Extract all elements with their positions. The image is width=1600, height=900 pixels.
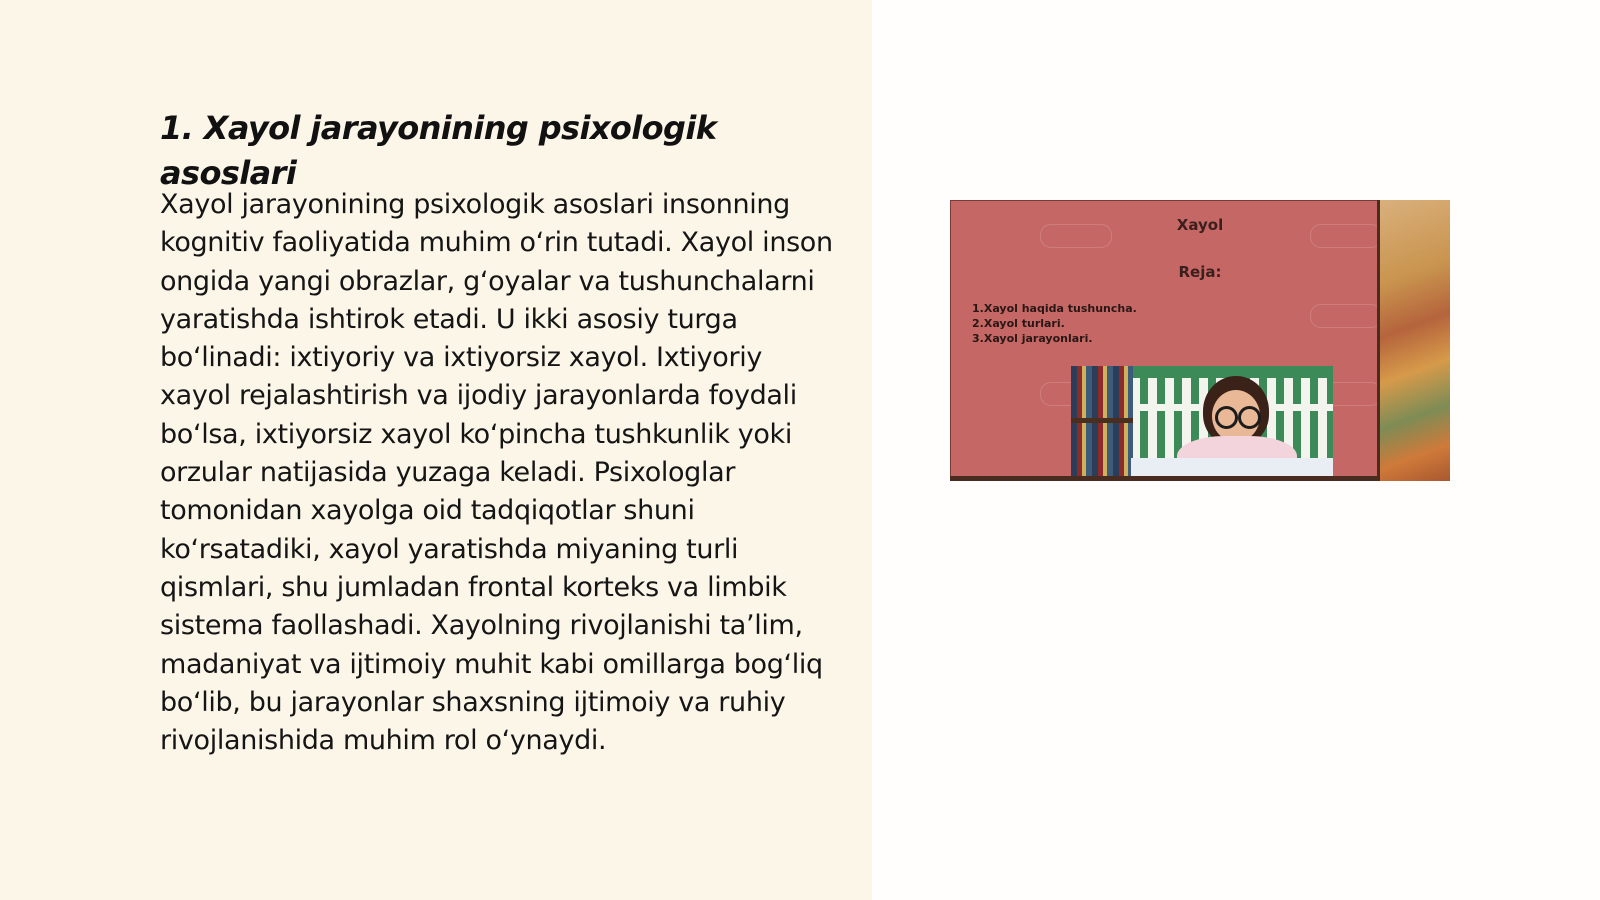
slide-body-text: Xayol jarayonining psixologik asoslari insonning kognitiv faoliyatida muhim oʻrin tutadi. Xayol inson ongida yangi obrazlar, gʻoyalar va tushunchalarni yaratishda ishtirok etadi. U ikki asosiy turga boʻlinadi: ixtiyoriy va ixtiyorsiz xayol. Ixtiyoriy xayol rejalashtirish va ijodiy jarayonlarda foydali boʻlsa, ixtiyorsiz xayol koʻpincha tushkunlik yoki orzular natijasida yuzaga keladi. Psixologlar tomonidan xayolga oid tadqiqotlar shuni koʻrsatadiki, xayol yaratishda miyaning turli qismlari, shu jumladan frontal korteks va limbik sistema faollashadi. Xayolning rivojlanishi taʼlim, madaniyat va ijtimoiy muhit kabi omillarga bogʻliq boʻlib, bu jarayonlar shaxsning ijtimoiy va ruhiy rivojlanishida muhim rol oʻynaydi. bbox=[160, 189, 833, 757]
slide-illustration bbox=[950, 200, 1450, 481]
illustration-list bbox=[972, 301, 1137, 346]
illustration-list-item: 3.Xayol jarayonlari. bbox=[972, 332, 1093, 345]
illustration-heading: Xayol bbox=[1176, 216, 1224, 234]
illustration-list-item: 1.Xayol haqida tushuncha. bbox=[972, 302, 1137, 315]
glasses-icon bbox=[1238, 406, 1261, 429]
glasses-icon bbox=[1215, 406, 1238, 429]
girl-studying-photo bbox=[1071, 366, 1333, 478]
paper-picture bbox=[1131, 458, 1333, 478]
illustration-subheading: Reja: bbox=[1178, 263, 1222, 281]
slide-title: 1. Xayol jarayonining psixologik asoslari bbox=[160, 109, 717, 192]
decorative-strip bbox=[1380, 200, 1450, 481]
illustration-border bbox=[950, 476, 1380, 481]
shelf-board-picture bbox=[1071, 418, 1133, 423]
illustration-list-item: 2.Xayol turlari. bbox=[972, 317, 1065, 330]
watermark-mark bbox=[1310, 304, 1382, 328]
